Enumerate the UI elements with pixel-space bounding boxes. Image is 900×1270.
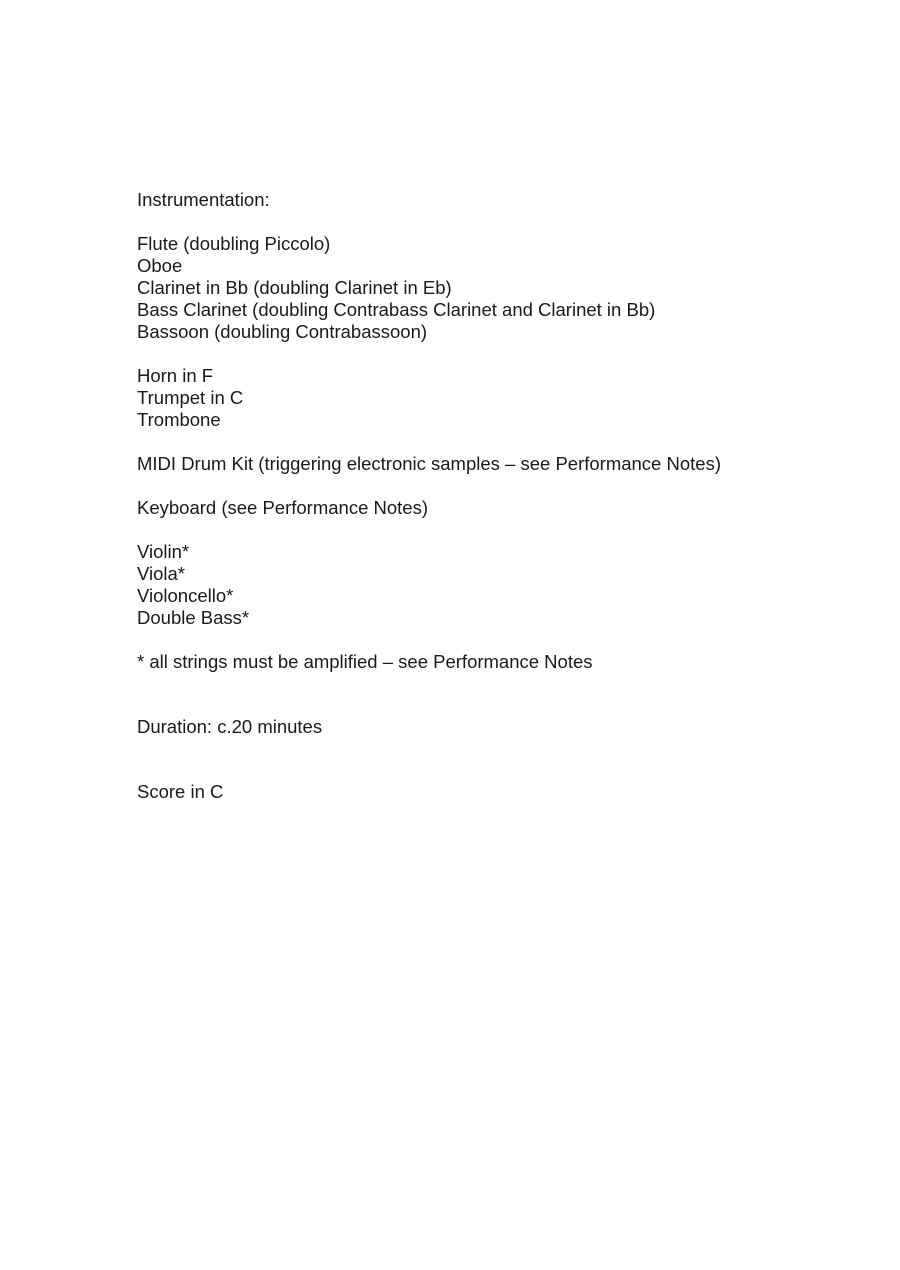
strings-footnote: * all strings must be amplified – see Performance Notes: [137, 651, 593, 672]
strings-item: Violin*: [137, 541, 190, 562]
brass-item: Trombone: [137, 409, 221, 430]
instrumentation-block: [137, 189, 837, 803]
woodwind-item: Bassoon (doubling Contrabassoon): [137, 321, 428, 342]
keyboard-item: Keyboard (see Performance Notes): [137, 497, 428, 518]
woodwinds-list: [137, 233, 837, 343]
brass-item: Horn in F: [137, 365, 214, 386]
score-transposition-text: Score in C: [137, 781, 224, 802]
brass-item: Trumpet in C: [137, 387, 244, 408]
percussion-item: MIDI Drum Kit (triggering electronic samples – see Performance Notes): [137, 453, 721, 474]
duration-text: Duration: c.20 minutes: [137, 716, 323, 737]
strings-item: Double Bass*: [137, 607, 250, 628]
strings-item: Viola*: [137, 563, 186, 584]
woodwind-item: Bass Clarinet (doubling Contrabass Clarinet and Clarinet in Bb): [137, 299, 656, 320]
strings-item: Violoncello*: [137, 585, 234, 606]
woodwind-item: Flute (doubling Piccolo): [137, 233, 331, 254]
woodwind-item: Oboe: [137, 255, 183, 276]
strings-list: [137, 541, 837, 629]
brass-list: [137, 365, 837, 431]
instrumentation-heading: Instrumentation:: [137, 189, 270, 210]
woodwind-item: Clarinet in Bb (doubling Clarinet in Eb): [137, 277, 452, 298]
